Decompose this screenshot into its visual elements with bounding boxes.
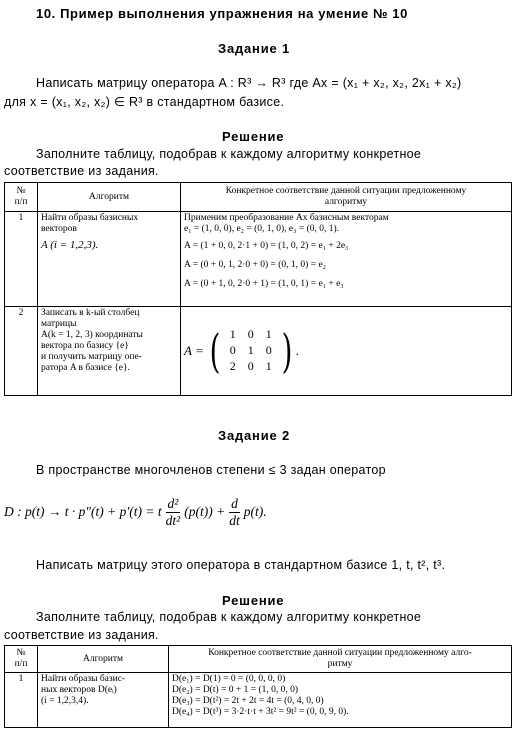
solution2-heading: Решение xyxy=(222,593,285,608)
table1-row2-num: 2 xyxy=(5,307,38,396)
header-specific-line1: Конкретное соответствие данной ситуации предложенному алго- xyxy=(208,648,472,659)
table2-row1-num: 1 xyxy=(5,673,38,728)
table1 xyxy=(4,182,512,396)
formula-mid: (p(t)) + xyxy=(184,504,226,519)
solution2-line2: соответствие из задания. xyxy=(4,628,159,642)
table1-header-algo: Алгоритм xyxy=(38,183,181,212)
matrix-cell: 0 xyxy=(247,358,254,373)
table2 xyxy=(4,645,512,728)
matrix-cell: 1 xyxy=(229,327,236,342)
table2-header-num xyxy=(5,646,38,673)
matrix-label: A = xyxy=(184,342,204,358)
algo-line: (i = 1,2,3,4). xyxy=(41,695,89,706)
frac1-numerator: d² xyxy=(167,495,179,511)
table2-header-row xyxy=(5,646,512,673)
table2-header-specific xyxy=(169,646,512,673)
specific-line: A = (1 + 0, 0, 2·1 + 0) = (1, 0, 2) = e₁ + 2e₃ xyxy=(184,240,349,251)
solution2-line1: Заполните таблицу, подобрав к каждому алгоритму конкретное xyxy=(36,610,422,624)
header-specific-line2: ритму xyxy=(327,659,353,669)
table1-row2-algo xyxy=(38,307,181,396)
first-derivative-fraction xyxy=(227,496,242,529)
matrix-cell: 1 xyxy=(265,327,272,342)
table2-header-algo: Алгоритм xyxy=(38,646,169,673)
task2-line2: Написать матрицу этого оператора в стандартном базисе 1, t, t², t³. xyxy=(36,558,446,572)
table-row xyxy=(5,212,512,307)
header-specific-line1: Конкретное соответствие данной ситуации предложенному xyxy=(225,186,467,197)
specific-line: D(e₃) = D(t²) = 2t + 2t = 4t = (0, 4, 0, 0) xyxy=(172,695,324,706)
frac2-numerator: d xyxy=(231,495,238,511)
specific-line: A = (0 + 1, 0, 2·0 + 1) = (1, 0, 1) = e₁ + e₃ xyxy=(184,278,344,289)
matrix-cell: 1 xyxy=(265,358,272,373)
matrix-cell: 1 xyxy=(247,343,254,358)
table1-header-num xyxy=(5,183,38,212)
algo-line: векторов xyxy=(41,223,77,234)
specific-line: D(e₁) = D(1) = 0 = (0, 0, 0, 0) xyxy=(172,674,286,684)
matrix-cell: 0 xyxy=(247,327,254,342)
matrix-right-paren: ) xyxy=(281,324,293,378)
table1-header-specific xyxy=(181,183,512,212)
task2-formula xyxy=(4,490,267,534)
table1-row1-algo xyxy=(38,212,181,307)
matrix-left-paren: ( xyxy=(209,324,221,378)
table-row xyxy=(5,673,512,728)
matrix-grid xyxy=(224,328,278,373)
header-num-line1: № xyxy=(16,648,26,659)
matrix-cell: 0 xyxy=(229,343,236,358)
formula-left: D : p(t) → t · p″(t) + p′(t) = t xyxy=(4,504,162,519)
table1-row1-num: 1 xyxy=(5,212,38,307)
task2-heading: Задание 2 xyxy=(218,428,290,443)
algo-line: A(k = 1, 2, 3) координаты xyxy=(41,329,143,340)
specific-line: A = (0 + 0, 1, 2·0 + 0) = (0, 1, 0) = e₂ xyxy=(184,259,326,270)
frac2-denominator: dt xyxy=(229,512,240,528)
algo-line: Записать в k-ый столбец xyxy=(41,308,140,318)
frac1-denominator: dt² xyxy=(165,512,181,528)
algo-line: матрицы xyxy=(41,318,77,329)
algo-line: вектора по базису {e} xyxy=(41,340,129,351)
formula-right: p(t). xyxy=(243,504,267,519)
solution1-line2: соответствие из задания. xyxy=(4,164,159,178)
header-num-line2: п/п xyxy=(14,659,28,669)
task1-line2: для x = (x₁, x₂, x₂) ∈ R³ в стандартном базисе. xyxy=(4,95,285,109)
matrix-cell: 0 xyxy=(265,343,272,358)
header-num-line1: № xyxy=(16,186,26,197)
algo-line: Найти образы базисных xyxy=(41,213,139,223)
solution1-heading: Решение xyxy=(222,129,285,144)
algo-line: A (i = 1,2,3). xyxy=(41,238,99,251)
table2-row1-algo xyxy=(38,673,169,728)
specific-line: Применим преобразование Ax базисным векторам xyxy=(184,213,389,223)
table-row xyxy=(5,307,512,396)
matrix-a xyxy=(184,324,299,378)
task2-line1: В пространстве многочленов степени ≤ 3 задан оператор xyxy=(36,463,386,477)
algo-line: Найти образы базис- xyxy=(41,674,126,684)
table2-row1-specific xyxy=(169,673,512,728)
task1-heading: Задание 1 xyxy=(218,41,290,56)
solution1-line1: Заполните таблицу, подобрав к каждому алгоритму конкретное xyxy=(36,147,422,161)
task1-line1: Написать матрицу оператора A : R³ → R³ где Ax = (x₁ + x₂, x₂, 2x₁ + x₂) xyxy=(36,76,462,90)
table1-row1-specific xyxy=(181,212,512,307)
algo-line: ных векторов D(eᵢ) xyxy=(41,684,117,695)
header-num-line2: п/п xyxy=(14,197,28,207)
header-specific-line2: алгоритму xyxy=(324,197,368,207)
table1-header-row xyxy=(5,183,512,212)
specific-line: e₁ = (1, 0, 0), e₂ = (0, 1, 0), e₃ = (0, 0, 1). xyxy=(184,223,340,234)
algo-line: и получить матрицу опе- xyxy=(41,351,142,362)
matrix-end: . xyxy=(295,342,299,358)
second-derivative-fraction xyxy=(164,496,183,529)
specific-line: D(e₂) = D(t) = 0 + 1 = (1, 0, 0, 0) xyxy=(172,684,299,695)
document-title: 10. Пример выполнения упражнения на умение № 10 xyxy=(36,6,408,21)
algo-line: ратора A в базисе {e}. xyxy=(41,362,130,373)
matrix-cell: 2 xyxy=(229,358,236,373)
specific-line: D(e₄) = D(t³) = 3·2·t·t + 3t² = 9t² = (0, 0, 9, 0). xyxy=(172,706,349,717)
table1-row2-specific xyxy=(181,307,512,396)
